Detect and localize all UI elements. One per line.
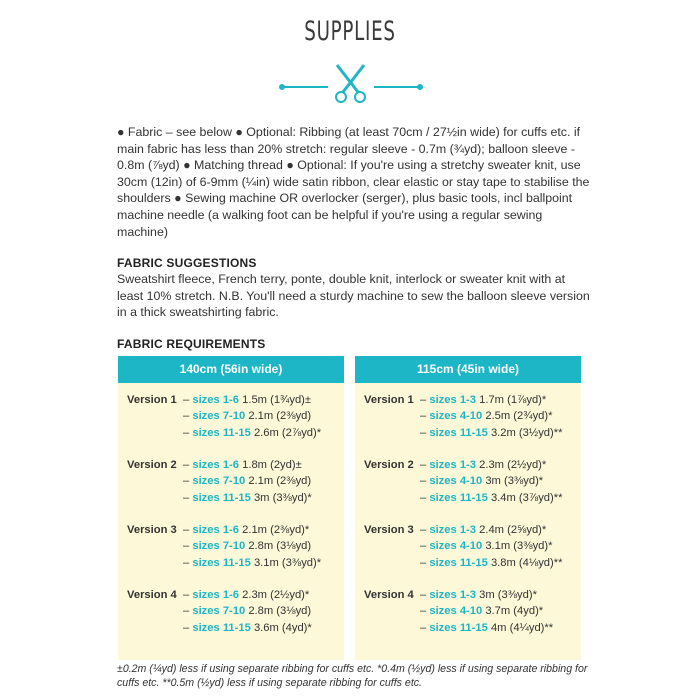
fabric-amount: 2.6m (2⅞yd)* [253,426,322,439]
size-range: sizes 4-10 [429,410,483,423]
fabric-amount: 2.3m (2½yd)* [479,459,547,471]
size-range: sizes 11-15 [429,556,488,569]
size-range: sizes 1-6 [192,524,239,536]
version-label: Version 3 [364,524,414,536]
requirement-row: – sizes 11-15 3.8m (4⅛yd)** [420,556,563,569]
size-range: sizes 1-3 [429,524,476,536]
version-label: Version 4 [364,589,414,601]
table-header: 115cm (45in wide) [355,356,581,383]
version-label: Version 4 [127,589,177,601]
requirement-row: – sizes 4-10 3.7m (4yd)* [420,605,544,618]
version-block [364,457,562,506]
fabric-amount: 3.7m (4yd)* [485,605,544,618]
page-title: SUPPLIES [304,16,396,47]
fabric-amount: 3.1m (3⅜yd)* [485,540,553,553]
footnote: ±0.2m (¼yd) less if using separate ribbing for cuffs etc. *0.4m (½yd) less if using separate ribbing for cuffs etc. **0.5m (½yd) less if using separate ribbing for cuffs etc. [117,663,588,689]
requirement-row: – sizes 11-15 3.2m (3½yd)** [420,426,563,439]
fabric-amount: 3m (3⅜yd)* [485,475,544,488]
fabric-amount: 2.4m (2⅝yd)* [479,524,547,536]
version-block [127,587,312,636]
version-label: Version 1 [127,394,177,406]
version-block [364,522,562,571]
size-range: sizes 11-15 [192,426,251,439]
size-range: sizes 7-10 [192,410,246,423]
requirement-row: Version 2 – sizes 1-3 2.3m (2½yd)* [364,457,562,473]
requirement-row: Version 4 – sizes 1-3 3m (3⅜yd)* [364,587,553,603]
fabric-amount: 3.1m (3⅜yd)* [253,556,322,569]
table-115cm [355,356,581,660]
fabric-amount: 2.1m (2⅜yd)* [242,524,310,536]
version-block [127,457,312,506]
fabric-amount: 2.8m (3⅛yd) [248,540,312,553]
requirement-row: – sizes 4-10 3m (3⅜yd)* [420,475,544,488]
fabric-amount: 3m (3⅜yd)* [253,491,312,504]
requirement-row: Version 3 – sizes 1-3 2.4m (2⅝yd)* [364,522,562,538]
fabric-suggestions-heading: FABRIC SUGGESTIONS [117,256,257,270]
size-range: sizes 4-10 [429,475,483,488]
size-range: sizes 7-10 [192,605,246,618]
fabric-amount: 3m (3⅜yd)* [479,589,537,601]
requirement-row: – sizes 11-15 3.4m (3⅞yd)** [420,491,563,504]
version-block [127,522,321,571]
requirement-row: – sizes 7-10 2.1m (2⅜yd) [183,410,312,423]
version-label: Version 2 [364,459,414,471]
requirement-row: – sizes 11-15 4m (4¼yd)** [420,621,554,634]
requirement-row: Version 1 – sizes 1-6 1.5m (1¾yd)± [127,392,321,408]
requirement-row: – sizes 11-15 3.6m (4yd)* [183,621,312,634]
fabric-amount: 3.8m (4⅛yd)** [490,556,563,569]
fabric-amount: 3.6m (4yd)* [253,621,312,634]
supplies-list: ● Fabric – see below ● Optional: Ribbing (at least 70cm / 27½in wide) for cuffs etc. if main fabric has less than 20% stretch: regular sleeve - 0.7m (¾yd); balloon sleeve - 0.8m (⅞yd) ● Matching thread ● Optional: If you're using a stretchy sweater knit, use 30cm (12in) of 6-9mm (¼in) wide satin ribbon, clear elastic or stay tape to stabilise the shoulders ● Sewing machine OR overlocker (serger), plus basic tools, incl ballpoint machine needle (a walking foot can be helpful if you're using a regular sewing machine) [117,125,590,239]
scissors-divider-icon [278,62,423,104]
requirement-row: – sizes 4-10 2.5m (2¾yd)* [420,410,553,423]
size-range: sizes 11-15 [192,556,251,569]
fabric-amount: 2.1m (2⅜yd) [248,475,312,488]
fabric-amount: 3.2m (3½yd)** [490,426,563,439]
size-range: sizes 4-10 [429,605,483,618]
requirement-row: – sizes 11-15 3.1m (3⅜yd)* [183,556,322,569]
fabric-amount: 2.5m (2¾yd)* [485,410,553,423]
requirement-row: Version 1 – sizes 1-3 1.7m (1⅞yd)* [364,392,562,408]
size-range: sizes 11-15 [429,426,488,439]
requirement-row: – sizes 4-10 3.1m (3⅜yd)* [420,540,553,553]
requirement-row: – sizes 11-15 3m (3⅜yd)* [183,491,312,504]
fabric-amount: 2.8m (3⅛yd) [248,605,312,618]
size-range: sizes 1-6 [192,394,239,406]
fabric-suggestions-text: Sweatshirt fleece, French terry, ponte, double knit, interlock or sweater knit with at least 10% stretch. N.B. You'll need a sturdy machine to sew the balloon sleeve version in a thick sweatshirting fabric. [117,272,590,320]
fabric-amount: 1.5m (1¾yd)± [242,394,312,406]
version-label: Version 2 [127,459,177,471]
size-range: sizes 11-15 [429,491,488,504]
version-block [364,392,562,441]
size-range: sizes 7-10 [192,540,246,553]
fabric-amount: 1.8m (2yd)± [242,459,302,471]
size-range: sizes 7-10 [192,475,246,488]
fabric-amount: 1.7m (1⅞yd)* [479,394,547,406]
fabric-requirements-heading: FABRIC REQUIREMENTS [117,337,266,351]
fabric-amount: 2.3m (2½yd)* [242,589,310,601]
table-header: 140cm (56in wide) [118,356,344,383]
size-range: sizes 1-6 [192,459,239,471]
size-range: sizes 11-15 [192,621,251,634]
size-range: sizes 1-3 [429,394,476,406]
fabric-amount: 2.1m (2⅜yd) [248,410,312,423]
requirement-row: Version 4 – sizes 1-6 2.3m (2½yd)* [127,587,312,603]
size-range: sizes 1-3 [429,459,476,471]
fabric-amount: 3.4m (3⅞yd)** [490,491,563,504]
version-label: Version 1 [364,394,414,406]
requirement-row: – sizes 7-10 2.8m (3⅛yd) [183,540,312,553]
table-140cm [118,356,344,660]
requirement-row: Version 2 – sizes 1-6 1.8m (2yd)± [127,457,312,473]
requirement-row: – sizes 11-15 2.6m (2⅞yd)* [183,426,322,439]
fabric-amount: 4m (4¼yd)** [490,621,554,634]
size-range: sizes 4-10 [429,540,483,553]
requirement-row: Version 3 – sizes 1-6 2.1m (2⅜yd)* [127,522,321,538]
version-label: Version 3 [127,524,177,536]
size-range: sizes 1-3 [429,589,476,601]
version-block [364,587,553,636]
size-range: sizes 11-15 [429,621,488,634]
version-block [127,392,321,441]
size-range: sizes 11-15 [192,491,251,504]
size-range: sizes 1-6 [192,589,239,601]
requirement-row: – sizes 7-10 2.8m (3⅛yd) [183,605,312,618]
requirement-row: – sizes 7-10 2.1m (2⅜yd) [183,475,312,488]
